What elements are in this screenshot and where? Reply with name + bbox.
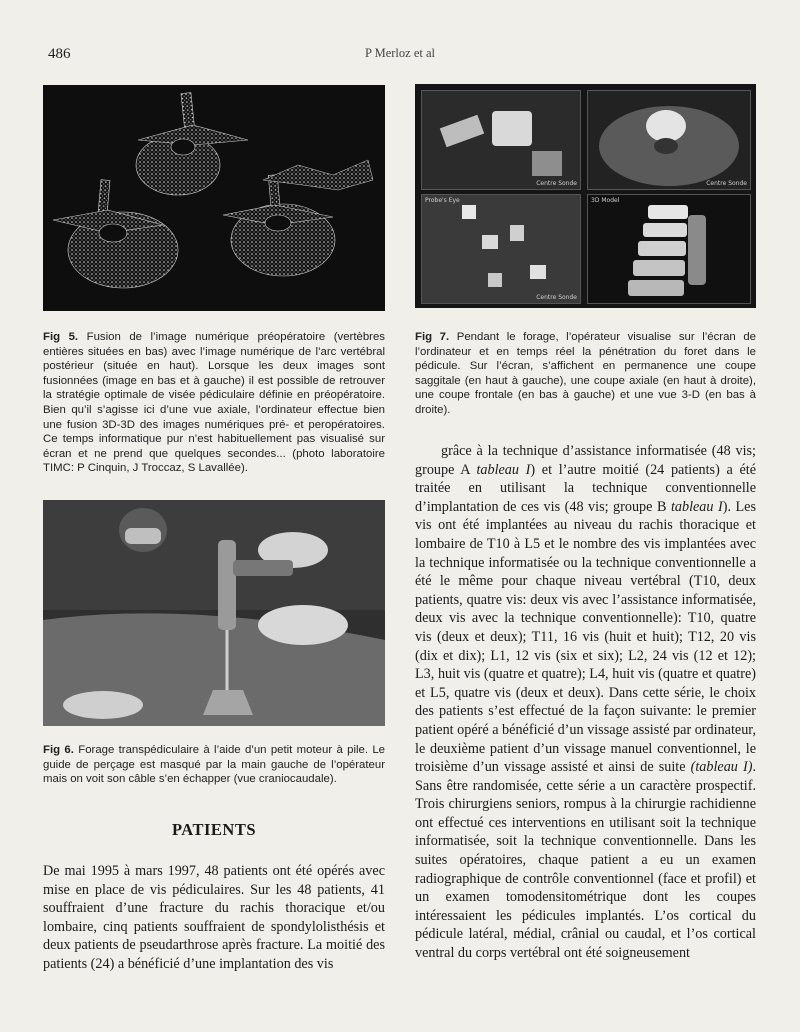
- text-run: . Sans être randomisée, cette série a un caractère prospectif. Trois chirurgiens seniors, rompus à la chirurgie rachidienne ont effectué ces interventions en utilisant soit la technique informatisée, soit la technique conventionnelle. Dans les suites opératoires, chaque patient a eu un examen radiographique de contrôle conventionnel (face et profil) et un examen tomodensitométrique dont les coupes intéressaient les pédicules implantés. L’os cortical du pédicule latéral, médial, crânial ou caudal, et l’os cortical ventral du corps vertébral ont été soigneusement: [415, 759, 757, 962]
- panel-title: Probe's Eye: [425, 197, 460, 204]
- table-reference: (tableau I): [690, 759, 753, 776]
- body-paragraph-col2: [415, 442, 756, 963]
- surgery-photo: [43, 500, 385, 726]
- axial-view-panel: [587, 90, 751, 190]
- 3d-spine-model: [588, 195, 750, 303]
- vertebrae-fusion-illustration: [43, 85, 385, 311]
- 3d-view-panel: [587, 194, 751, 304]
- caption-text: Forage transpédiculaire à l’aide d’un petit moteur à pile. Le guide de perçage est masqué par la main gauche de l’opérateur mais on voit son câble s’en échapper (vue craniocaudale).: [43, 744, 385, 786]
- table-reference: tableau I: [670, 498, 723, 515]
- axial-ct-slice: [588, 91, 750, 189]
- figure-5-caption: [43, 330, 385, 476]
- text-run: grâce à la technique d’assistance informatisée (48 vis; groupe A: [415, 443, 756, 478]
- figure-label: Fig 6.: [43, 744, 74, 756]
- figure-6-image: [43, 500, 385, 726]
- corner-tag: Centre Sonde: [706, 180, 747, 187]
- sagittal-view-panel: [421, 90, 581, 190]
- sagittal-ct-slice: [422, 91, 580, 189]
- panel-title: 3D Model: [591, 197, 620, 204]
- page-number: 486: [48, 46, 71, 62]
- figure-label: Fig 5.: [43, 331, 79, 343]
- table-reference: tableau I: [476, 461, 531, 478]
- text-run: ) et l’autre moitié (24 patients) a été traitée en utilisant la technique conventionnelle d’implantation de ces vis (48 vis; groupe B: [415, 461, 756, 515]
- corner-tag: Centre Sonde: [536, 180, 577, 187]
- figure-7-caption: [415, 330, 756, 418]
- body-paragraph-col1: De mai 1995 à mars 1997, 48 patients ont été opérés avec mise en place de vis pédiculaires. Sur les 48 patients, 41 souffraient d’une fracture du rachis thoracique et/ou lombaire, cinq patients souffraient de spondylolisthésis et deux patients de pseudarthrose après fracture. La moitié des patients (24) a bénéficié d’une implantation des vis: [43, 863, 385, 972]
- frontal-view-panel: [421, 194, 581, 304]
- figure-7-image: [415, 84, 756, 308]
- figure-5-image: [43, 85, 385, 311]
- running-head: P Merloz et al: [364, 46, 435, 60]
- frontal-ct-slice: [422, 195, 580, 303]
- caption-text: Fusion de l’image numérique préopératoire (vertèbres entières situées en bas) avec l’image numérique de l’arc vertébral postérieur (située en haut). Lorsque les deux images sont fusionnées (image en bas et à gauche) il est possible de retrouver la stratégie optimale de visée pédiculaire définie en préopératoire. Bien qu’il s’agisse ici d’une vue axiale, l’ordinateur effectue bien une fusion 3D-3D des images numériques pré- et peropératoires. Ce temps informatique pur n’est habituellement pas visualisé sur écran et ne prend que quelques secondes... (photo laboratoire TIMC: P Cinquin, J Troccaz, S Lavallée).: [43, 331, 385, 475]
- section-title: PATIENTS: [171, 820, 257, 839]
- figure-6-caption: [43, 743, 385, 787]
- figure-label: Fig 7.: [415, 331, 450, 343]
- caption-text: Pendant le forage, l’opérateur visualise sur l’écran de l’ordinateur et en temps réel la pénétration du foret dans le pédicule. Sur l’écran, s’affichent en permanence une coupe saggitale (en haut à gauche), une coupe axiale (en haut à droite), une coupe frontale (en bas à gauche) et une vue 3-D (en bas à droite).: [415, 331, 756, 416]
- text-run: ). Les vis ont été implantées au niveau du rachis thoracique et lombaire de T10 à L5 et le nombre des vis implantées avec la technique informatisée ou la technique conventionnelle a été le même pour chaque niveau vertébral (T10, deux patients, quatre vis: deux vis avec l’assistance informatisée, deux vis avec la technique conventionnelle): T10, quatre vis (deux et deux); T11, 16 vis (huit et huit); T12, 20 vis (dix et dix); L1, 12 vis (six et six); L2, 24 vis (12 et 12); L3, huit vis (quatre et quatre); L4, huit vis (quatre et quatre) et L5, quatre vis (deux et deux). Dans cette série, le choix des patients s’est effectué de la façon suivante: le premier patient opéré a bénéficié d’un vissage assisté par ordinateur, le deuxième patient d’un vissage manuel conventionnel, le troisième d’un vissage assisté et ainsi de suite: [415, 498, 756, 776]
- corner-tag: Centre Sonde: [536, 294, 577, 301]
